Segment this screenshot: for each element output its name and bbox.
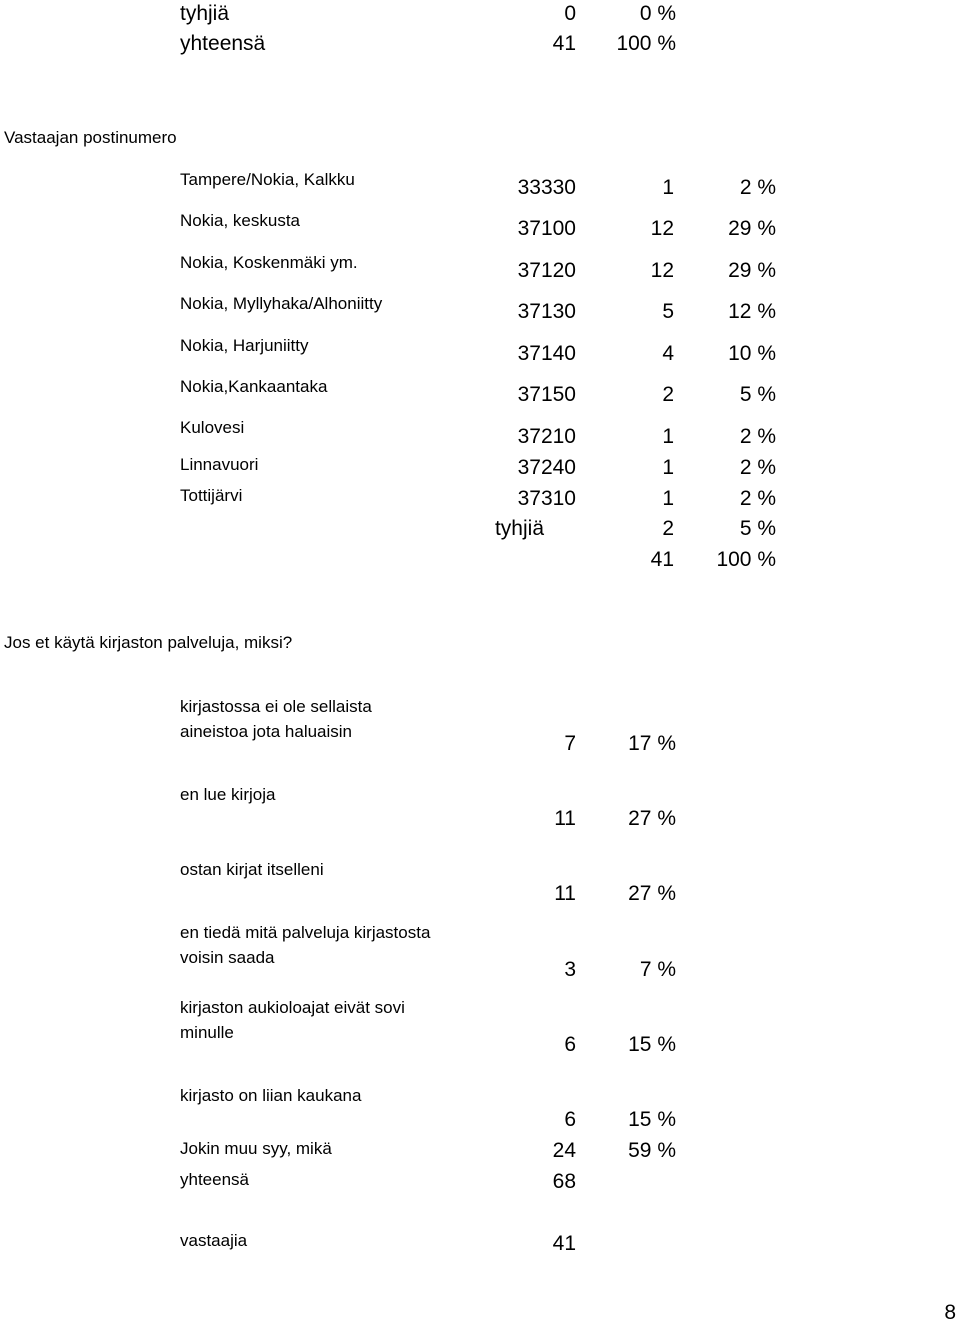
reason-line2: minulle (180, 1023, 234, 1042)
row-count: 12 (650, 217, 674, 240)
reason-line1: kirjastossa ei ole sellaista (180, 697, 372, 716)
row-percent: 27 % (628, 807, 676, 830)
row-percent: 5 % (739, 517, 776, 540)
top-row-label: tyhjiä (180, 2, 230, 25)
area-name: Nokia, Harjuniitty (180, 336, 309, 355)
area-name: Nokia, keskusta (180, 211, 300, 230)
postal-code: 37100 (517, 217, 576, 240)
row-percent: 12 % (728, 300, 776, 323)
row-count: 1 (662, 176, 674, 199)
postal-code: 37140 (517, 342, 576, 365)
top-row-count: 41 (552, 32, 576, 55)
postal-code: 37120 (517, 259, 576, 282)
reason-line1: en tiedä mitä palveluja kirjastosta (180, 923, 431, 942)
row-count: 1 (662, 487, 674, 510)
row-count: 6 (564, 1033, 576, 1056)
postal-code: 37310 (517, 487, 576, 510)
row-percent: 15 % (628, 1108, 676, 1131)
row-percent: 5 % (739, 383, 776, 406)
reason-line1: ostan kirjat itselleni (180, 860, 324, 879)
postal-code: 37210 (517, 425, 576, 448)
row-count: 1 (662, 456, 674, 479)
empty-label: tyhjiä (494, 517, 544, 540)
postal-code: 33330 (517, 176, 576, 199)
area-name: Tampere/Nokia, Kalkku (180, 170, 355, 189)
area-name: Nokia,Kankaantaka (180, 377, 328, 396)
row-percent: 17 % (628, 732, 676, 755)
top-row-count: 0 (564, 2, 576, 25)
reason-line2: aineistoa jota haluaisin (180, 722, 353, 741)
row-count: 24 (552, 1139, 576, 1162)
row-count: 6 (564, 1108, 576, 1131)
row-count: 5 (662, 300, 674, 323)
row-percent: 59 % (628, 1139, 676, 1162)
reason-line1: kirjasto on liian kaukana (180, 1086, 362, 1105)
respondents-label: vastaajia (180, 1231, 248, 1250)
row-percent: 27 % (628, 882, 676, 905)
row-percent: 2 % (739, 425, 776, 448)
total-count: 41 (650, 548, 674, 571)
row-count: 3 (564, 958, 576, 981)
top-row-percent: 100 % (616, 32, 676, 55)
area-name: Tottijärvi (180, 486, 243, 505)
section-title: Jos et käytä kirjaston palveluja, miksi? (4, 633, 293, 652)
row-percent: 2 % (739, 456, 776, 479)
row-count: 2 (662, 517, 674, 540)
section-title: Vastaajan postinumero (4, 128, 177, 147)
postal-code: 37130 (517, 300, 576, 323)
row-percent: 7 % (639, 958, 676, 981)
postal-code: 37240 (517, 456, 576, 479)
reason-line1: Jokin muu syy, mikä (180, 1139, 332, 1158)
row-count: 11 (554, 807, 576, 830)
top-row-label: yhteensä (180, 32, 266, 55)
postal-code: 37150 (517, 383, 576, 406)
reason-line2: voisin saada (180, 948, 275, 967)
area-name: Kulovesi (180, 418, 245, 437)
row-count: 12 (650, 259, 674, 282)
row-count: 2 (662, 383, 674, 406)
area-name: Nokia, Koskenmäki ym. (180, 253, 358, 272)
top-row-percent: 0 % (639, 2, 676, 25)
row-count: 4 (662, 342, 674, 365)
row-count: 1 (662, 425, 674, 448)
row-percent: 2 % (739, 487, 776, 510)
area-name: Linnavuori (180, 455, 259, 474)
reason-line1: en lue kirjoja (180, 785, 276, 804)
respondents-count: 41 (552, 1232, 576, 1255)
area-name: Nokia, Myllyhaka/Alhoniitty (180, 294, 383, 313)
page-number: 8 (944, 1301, 956, 1324)
row-percent: 29 % (728, 259, 776, 282)
total-percent: 100 % (716, 548, 776, 571)
row-percent: 15 % (628, 1033, 676, 1056)
row-count: 11 (554, 882, 576, 905)
total-count: 68 (552, 1170, 576, 1193)
row-count: 7 (564, 732, 576, 755)
reason-line1: kirjaston aukioloajat eivät sovi (180, 998, 405, 1017)
row-percent: 2 % (739, 176, 776, 199)
total-label: yhteensä (180, 1170, 249, 1189)
row-percent: 29 % (728, 217, 776, 240)
row-percent: 10 % (728, 342, 776, 365)
